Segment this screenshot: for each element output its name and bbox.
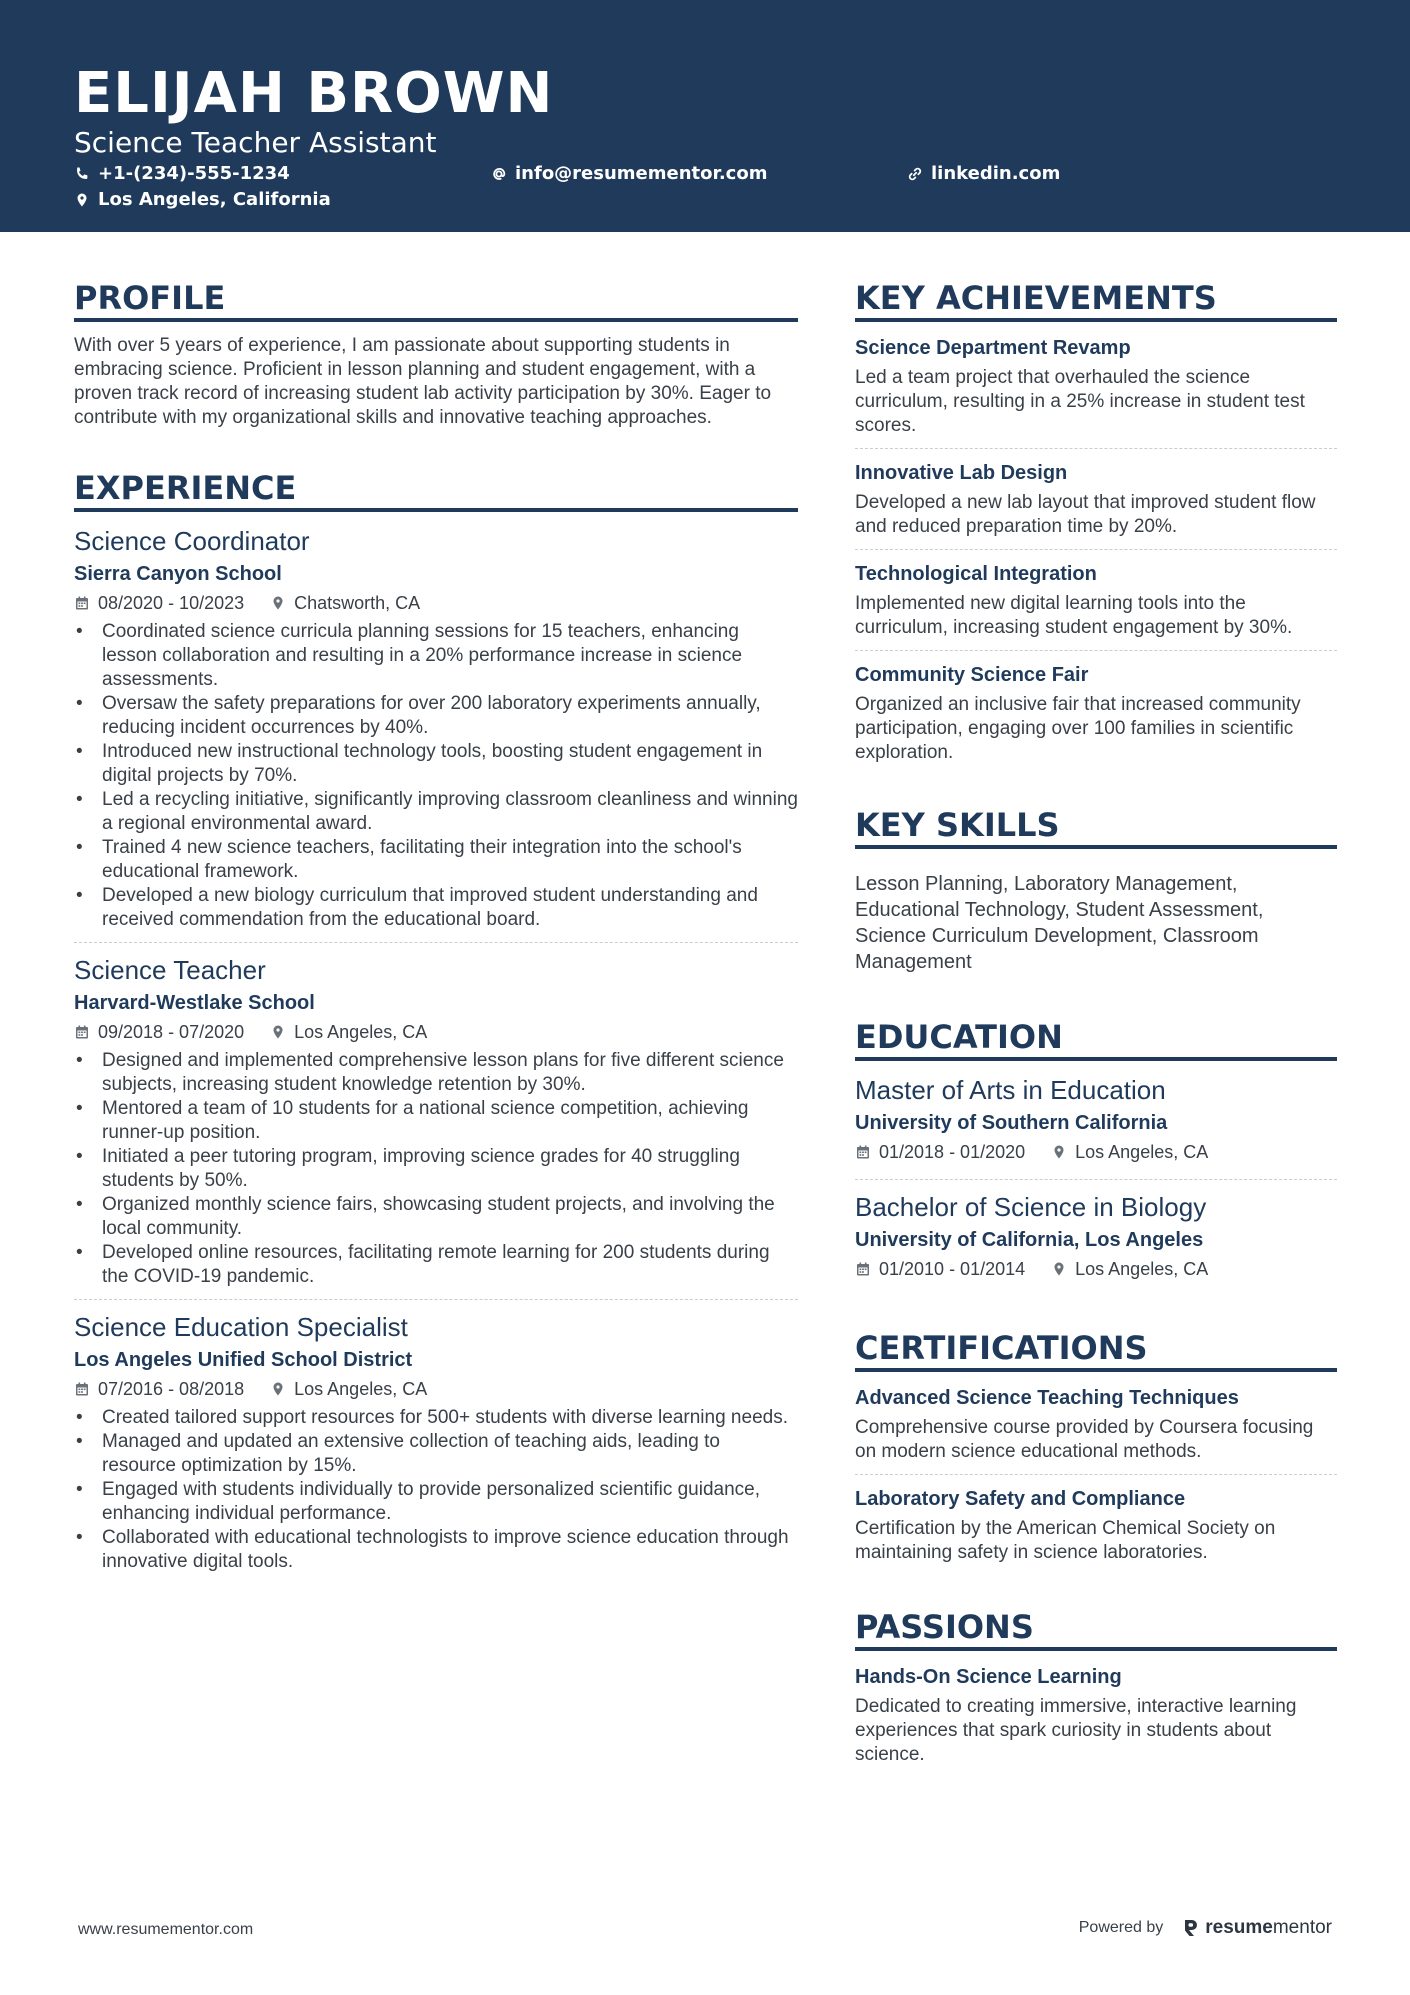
- certifications-section: [855, 1328, 1337, 1575]
- location-pin-icon: [270, 595, 286, 611]
- achievement-description: Developed a new lab layout that improved student flow and reduced preparation time by 20%.: [855, 492, 1316, 537]
- job-bullet: • Created tailored support resources for 500+ students with diverse learning needs.: [74, 1406, 798, 1430]
- job-bullets: [74, 1049, 798, 1289]
- education-dates-text: 01/2010 - 01/2014: [879, 1259, 1026, 1279]
- school-name: University of California, Los Angeles: [855, 1229, 1204, 1251]
- experience-entry: [74, 524, 798, 942]
- powered-by-text: Powered by: [1078, 1919, 1164, 1936]
- job-meta: [74, 1019, 798, 1045]
- profile-section: [74, 278, 798, 430]
- certifications-heading: CERTIFICATIONS: [855, 1328, 1337, 1372]
- job-bullet: • Trained 4 new science teachers, facilitating their integration into the school's educational framework.: [74, 836, 798, 884]
- brand-logo[interactable]: [1183, 1917, 1332, 1939]
- profile-text: With over 5 years of experience, I am passionate about supporting students in embracing science. Proficient in lesson planning and student engagement, with a proven track record of increasing student lab activity participation by 30%. Eager to contribute with my organizational skills and innovative teaching approaches.: [74, 335, 772, 428]
- skills-heading: KEY SKILLS: [855, 805, 1337, 849]
- calendar-icon: [74, 595, 90, 611]
- certification-description: Comprehensive course provided by Coursera focusing on modern science educational methods.: [855, 1417, 1314, 1462]
- job-bullet: • Managed and updated an extensive collection of teaching aids, leading to resource optimization by 15%.: [74, 1430, 798, 1478]
- job-location: [270, 590, 420, 616]
- job-bullet: • Collaborated with educational technologists to improve science education through innovative digital tools.: [74, 1526, 798, 1574]
- skills-text: Lesson Planning, Laboratory Management, Educational Technology, Student Assessment, Science Curriculum Development, Classroom Management: [855, 873, 1264, 973]
- job-dates-text: 09/2018 - 07/2020: [98, 1022, 245, 1042]
- location-pin-icon: [270, 1381, 286, 1397]
- footer-branding: [1079, 1917, 1332, 1939]
- job-dates: [74, 590, 244, 616]
- job-bullet: • Oversaw the safety preparations for over 200 laboratory experiments annually, reducing incident occurrences by 40%.: [74, 692, 798, 740]
- education-heading: EDUCATION: [855, 1017, 1337, 1061]
- job-meta: [74, 1376, 798, 1402]
- education-list: [855, 1073, 1337, 1296]
- certification-entry: [855, 1384, 1337, 1474]
- degree-title: Master of Arts in Education: [855, 1075, 1166, 1105]
- calendar-icon: [74, 1024, 90, 1040]
- school-name: University of Southern California: [855, 1112, 1168, 1134]
- job-location-text: Los Angeles, CA: [294, 1379, 428, 1399]
- job-dates: [74, 1019, 244, 1045]
- job-bullet: • Engaged with students individually to provide personalized scientific guidance, enhancing individual performance.: [74, 1478, 798, 1526]
- achievement-entry: [855, 334, 1337, 448]
- experience-section: [74, 468, 798, 1584]
- passions-heading: PASSIONS: [855, 1607, 1337, 1651]
- experience-entry: [74, 1299, 798, 1584]
- job-bullet: • Developed online resources, facilitating remote learning for 200 students during the COVID-19 pandemic.: [74, 1241, 798, 1289]
- achievement-description: Led a team project that overhauled the science curriculum, resulting in a 25% increase in student test scores.: [855, 367, 1305, 436]
- right-column: [855, 278, 1337, 1777]
- certification-title: Laboratory Safety and Compliance: [855, 1488, 1186, 1510]
- job-company: Sierra Canyon School: [74, 563, 282, 585]
- job-bullet: • Introduced new instructional technology tools, boosting student engagement in digital projects by 70%.: [74, 740, 798, 788]
- brand-bold-text: resume: [1205, 1917, 1273, 1938]
- job-dates-text: 07/2016 - 08/2018: [98, 1379, 245, 1399]
- phone-icon: [74, 166, 90, 182]
- candidate-name: ELIJAH BROWN: [74, 61, 554, 126]
- certifications-list: [855, 1384, 1337, 1575]
- education-dates-text: 01/2018 - 01/2020: [879, 1142, 1026, 1162]
- resume-header: [0, 0, 1410, 232]
- certification-description: Certification by the American Chemical Society on maintaining safety in science laboratories.: [855, 1518, 1276, 1563]
- footer-website[interactable]: www.resumementor.com: [78, 1921, 254, 1938]
- left-column: [74, 278, 798, 1584]
- job-meta: [74, 590, 798, 616]
- linkedin-text: linkedin.com: [931, 163, 1061, 184]
- job-bullet: • Led a recycling initiative, significantly improving classroom cleanliness and winning a regional environmental award.: [74, 788, 798, 836]
- certification-entry: [855, 1474, 1337, 1575]
- job-location: [270, 1376, 427, 1402]
- achievement-entry: [855, 549, 1337, 650]
- achievement-title: Innovative Lab Design: [855, 462, 1068, 484]
- contact-linkedin[interactable]: [907, 162, 1060, 186]
- job-bullets: [74, 620, 798, 932]
- job-location: [270, 1019, 427, 1045]
- education-entry: [855, 1179, 1337, 1296]
- achievement-title: Community Science Fair: [855, 664, 1089, 686]
- skills-section: [855, 805, 1337, 975]
- resumementor-logo-icon: [1183, 1919, 1199, 1937]
- achievements-heading: KEY ACHIEVEMENTS: [855, 278, 1337, 322]
- location-pin-icon: [74, 192, 90, 208]
- contact-email[interactable]: [491, 162, 767, 186]
- passions-list: [855, 1663, 1337, 1777]
- education-dates: [855, 1139, 1025, 1165]
- education-location-text: Los Angeles, CA: [1075, 1259, 1209, 1279]
- job-title: Science Teacher: [74, 955, 266, 985]
- education-entry: [855, 1073, 1337, 1179]
- at-icon: [491, 166, 507, 182]
- achievement-entry: [855, 650, 1337, 775]
- experience-list: [74, 524, 798, 1584]
- achievement-title: Technological Integration: [855, 563, 1097, 585]
- email-text: info@resumementor.com: [515, 163, 768, 184]
- location-pin-icon: [270, 1024, 286, 1040]
- job-company: Los Angeles Unified School District: [74, 1349, 413, 1371]
- achievements-section: [855, 278, 1337, 775]
- education-location: [1051, 1139, 1208, 1165]
- location-text: Los Angeles, California: [98, 189, 331, 210]
- achievement-title: Science Department Revamp: [855, 337, 1131, 359]
- passion-title: Hands-On Science Learning: [855, 1666, 1122, 1688]
- experience-heading: EXPERIENCE: [74, 468, 798, 512]
- achievements-list: [855, 334, 1337, 775]
- job-dates-text: 08/2020 - 10/2023: [98, 593, 245, 613]
- job-bullet: • Coordinated science curricula planning sessions for 15 teachers, enhancing lesson collaboration and resulting in a 20% performance increase in science assessments.: [74, 620, 798, 692]
- contact-phone[interactable]: [74, 162, 290, 186]
- achievement-entry: [855, 448, 1337, 549]
- achievement-description: Organized an inclusive fair that increased community participation, engaging over 100 families in scientific exploration.: [855, 694, 1301, 763]
- passions-section: [855, 1607, 1337, 1777]
- achievement-description: Implemented new digital learning tools into the curriculum, increasing student engagement by 30%.: [855, 593, 1293, 638]
- job-location-text: Los Angeles, CA: [294, 1022, 428, 1042]
- brand-light-text: mentor: [1272, 1917, 1332, 1938]
- job-title: Science Coordinator: [74, 526, 310, 556]
- calendar-icon: [74, 1381, 90, 1397]
- education-location-text: Los Angeles, CA: [1075, 1142, 1209, 1162]
- passion-entry: [855, 1663, 1337, 1777]
- job-bullets: [74, 1406, 798, 1574]
- link-icon: [907, 166, 923, 182]
- job-bullet: • Organized monthly science fairs, showcasing student projects, and involving the local community.: [74, 1193, 798, 1241]
- job-title: Science Education Specialist: [74, 1312, 408, 1342]
- job-company: Harvard-Westlake School: [74, 992, 315, 1014]
- education-meta: [855, 1139, 1337, 1165]
- experience-entry: [74, 942, 798, 1299]
- job-bullet: • Designed and implemented comprehensive lesson plans for five different science subjects, increasing student knowledge retention by 30%.: [74, 1049, 798, 1097]
- certification-title: Advanced Science Teaching Techniques: [855, 1387, 1239, 1409]
- job-bullet: • Initiated a peer tutoring program, improving science grades for 40 struggling students by 50%.: [74, 1145, 798, 1193]
- job-dates: [74, 1376, 244, 1402]
- job-bullet: • Mentored a team of 10 students for a national science competition, achieving runner-up position.: [74, 1097, 798, 1145]
- calendar-icon: [855, 1261, 871, 1277]
- candidate-title: Science Teacher Assistant: [74, 126, 437, 159]
- job-location-text: Chatsworth, CA: [294, 593, 421, 613]
- location-pin-icon: [1051, 1261, 1067, 1277]
- education-location: [1051, 1256, 1208, 1282]
- location-pin-icon: [1051, 1144, 1067, 1160]
- phone-text: +1-(234)-555-1234: [98, 163, 290, 184]
- education-dates: [855, 1256, 1025, 1282]
- passion-description: Dedicated to creating immersive, interactive learning experiences that spark curiosity in students about science.: [855, 1696, 1297, 1765]
- profile-heading: PROFILE: [74, 278, 798, 322]
- education-meta: [855, 1256, 1337, 1282]
- contact-location: [74, 188, 331, 212]
- degree-title: Bachelor of Science in Biology: [855, 1192, 1207, 1222]
- education-section: [855, 1017, 1337, 1296]
- calendar-icon: [855, 1144, 871, 1160]
- job-bullet: • Developed a new biology curriculum that improved student understanding and received commendation from the educational board.: [74, 884, 798, 932]
